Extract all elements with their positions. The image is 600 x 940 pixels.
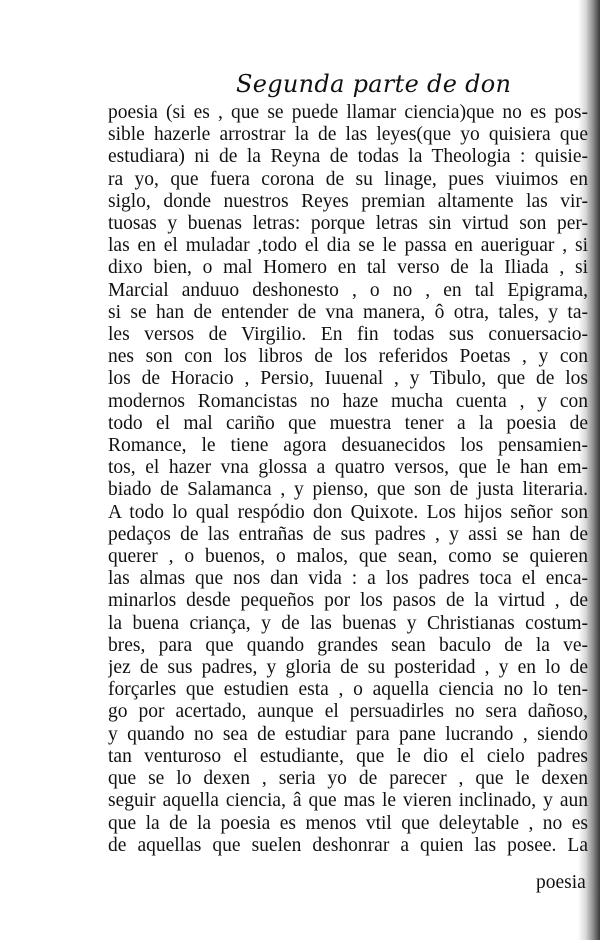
body-text (108, 102, 588, 857)
text-line: las almas que nos dan vida : a los padres toca el enca- (108, 568, 588, 590)
text-line: poesia (si es , que se puede llamar ciencia)que no es pos- (108, 102, 588, 123)
text-line: A todo lo qual respódio don Quixote. Los hijos señor son (108, 501, 588, 523)
text-line: sible hazerle arrostrar la de las leyes(que yo quisiera que (108, 124, 588, 146)
text-line: que se lo dexen , seria yo de parecer , que le dexen (108, 768, 588, 790)
text-line: estudiara) ni de la Reyna de todas la Theologia : quisie- (108, 146, 588, 168)
text-line: jez de sus padres, y gloria de su posteridad , y en lo de (108, 657, 588, 679)
text-line: ra yo, que fuera corona de su linage, pues viuimos en (108, 168, 588, 190)
text-line: minarlos desde pequeños por los pasos de la virtud , de (108, 590, 588, 612)
text-line: bres, para que quando grandes sean baculo de la ve- (108, 634, 588, 656)
text-line: forçarles que estudien esta , o aquella ciencia no lo ten- (108, 679, 588, 701)
text-line: go por acertado, aunque el persuadirles no sera dañoso, (108, 701, 588, 723)
text-line: les versos de Virgilio. En fin todas sus conuersacio- (108, 324, 588, 346)
text-line: y quando no sea de estudiar para pane lucrando , siendo (108, 723, 588, 745)
text-line: las en el muladar ,todo el dia se le passa en aueriguar , si (108, 235, 588, 257)
text-line: querer , o buenos, o malos, que sean, como se quieren (108, 546, 588, 568)
text-line: dixo bien, o mal Homero en tal verso de la Iliada , si (108, 257, 588, 279)
catchword: poesia (536, 872, 586, 893)
text-line: Marcial anduuo deshonesto , o no , en tal Epigrama, (108, 279, 588, 301)
text-line: seguir aquella ciencia, â que mas le vieren inclinado, y aun (108, 790, 588, 812)
running-head: Segunda parte de don (236, 70, 512, 98)
text-line: modernos Romancistas no haze mucha cuenta , y con (108, 390, 588, 412)
text-line: si se han de entender de vna manera, ô otra, tales, y ta- (108, 301, 588, 323)
text-line: tos, el hazer vna glossa a quatro versos, que le han em- (108, 457, 588, 479)
text-line: siglo, donde nuestros Reyes premian altamente las vir- (108, 190, 588, 212)
text-line: de aquellas que suelen deshonrar a quien las posee. La (108, 834, 588, 856)
text-line: biado de Salamanca , y pienso, que son de justa literaria. (108, 479, 588, 501)
text-line: Romance, le tiene agora desuanecidos los pensamien- (108, 435, 588, 457)
text-line: que la de la poesia es menos vtil que deleytable , no es (108, 812, 588, 834)
text-line: los de Horacio , Persio, Iuuenal , y Tibulo, que de los (108, 368, 588, 390)
text-line: pedaços de las entrañas de sus padres , y assi se han de (108, 523, 588, 545)
text-line: tuosas y buenas letras: porque letras sin virtud son per- (108, 213, 588, 235)
text-line: todo el mal cariño que muestra tener a la poesia de (108, 412, 588, 434)
text-line: nes son con los libros de los referidos Poetas , y con (108, 346, 588, 368)
text-line: tan venturoso el estudiante, que le dio el cielo padres (108, 745, 588, 767)
text-line: la buena criança, y de las buenas y Christianas costum- (108, 612, 588, 634)
